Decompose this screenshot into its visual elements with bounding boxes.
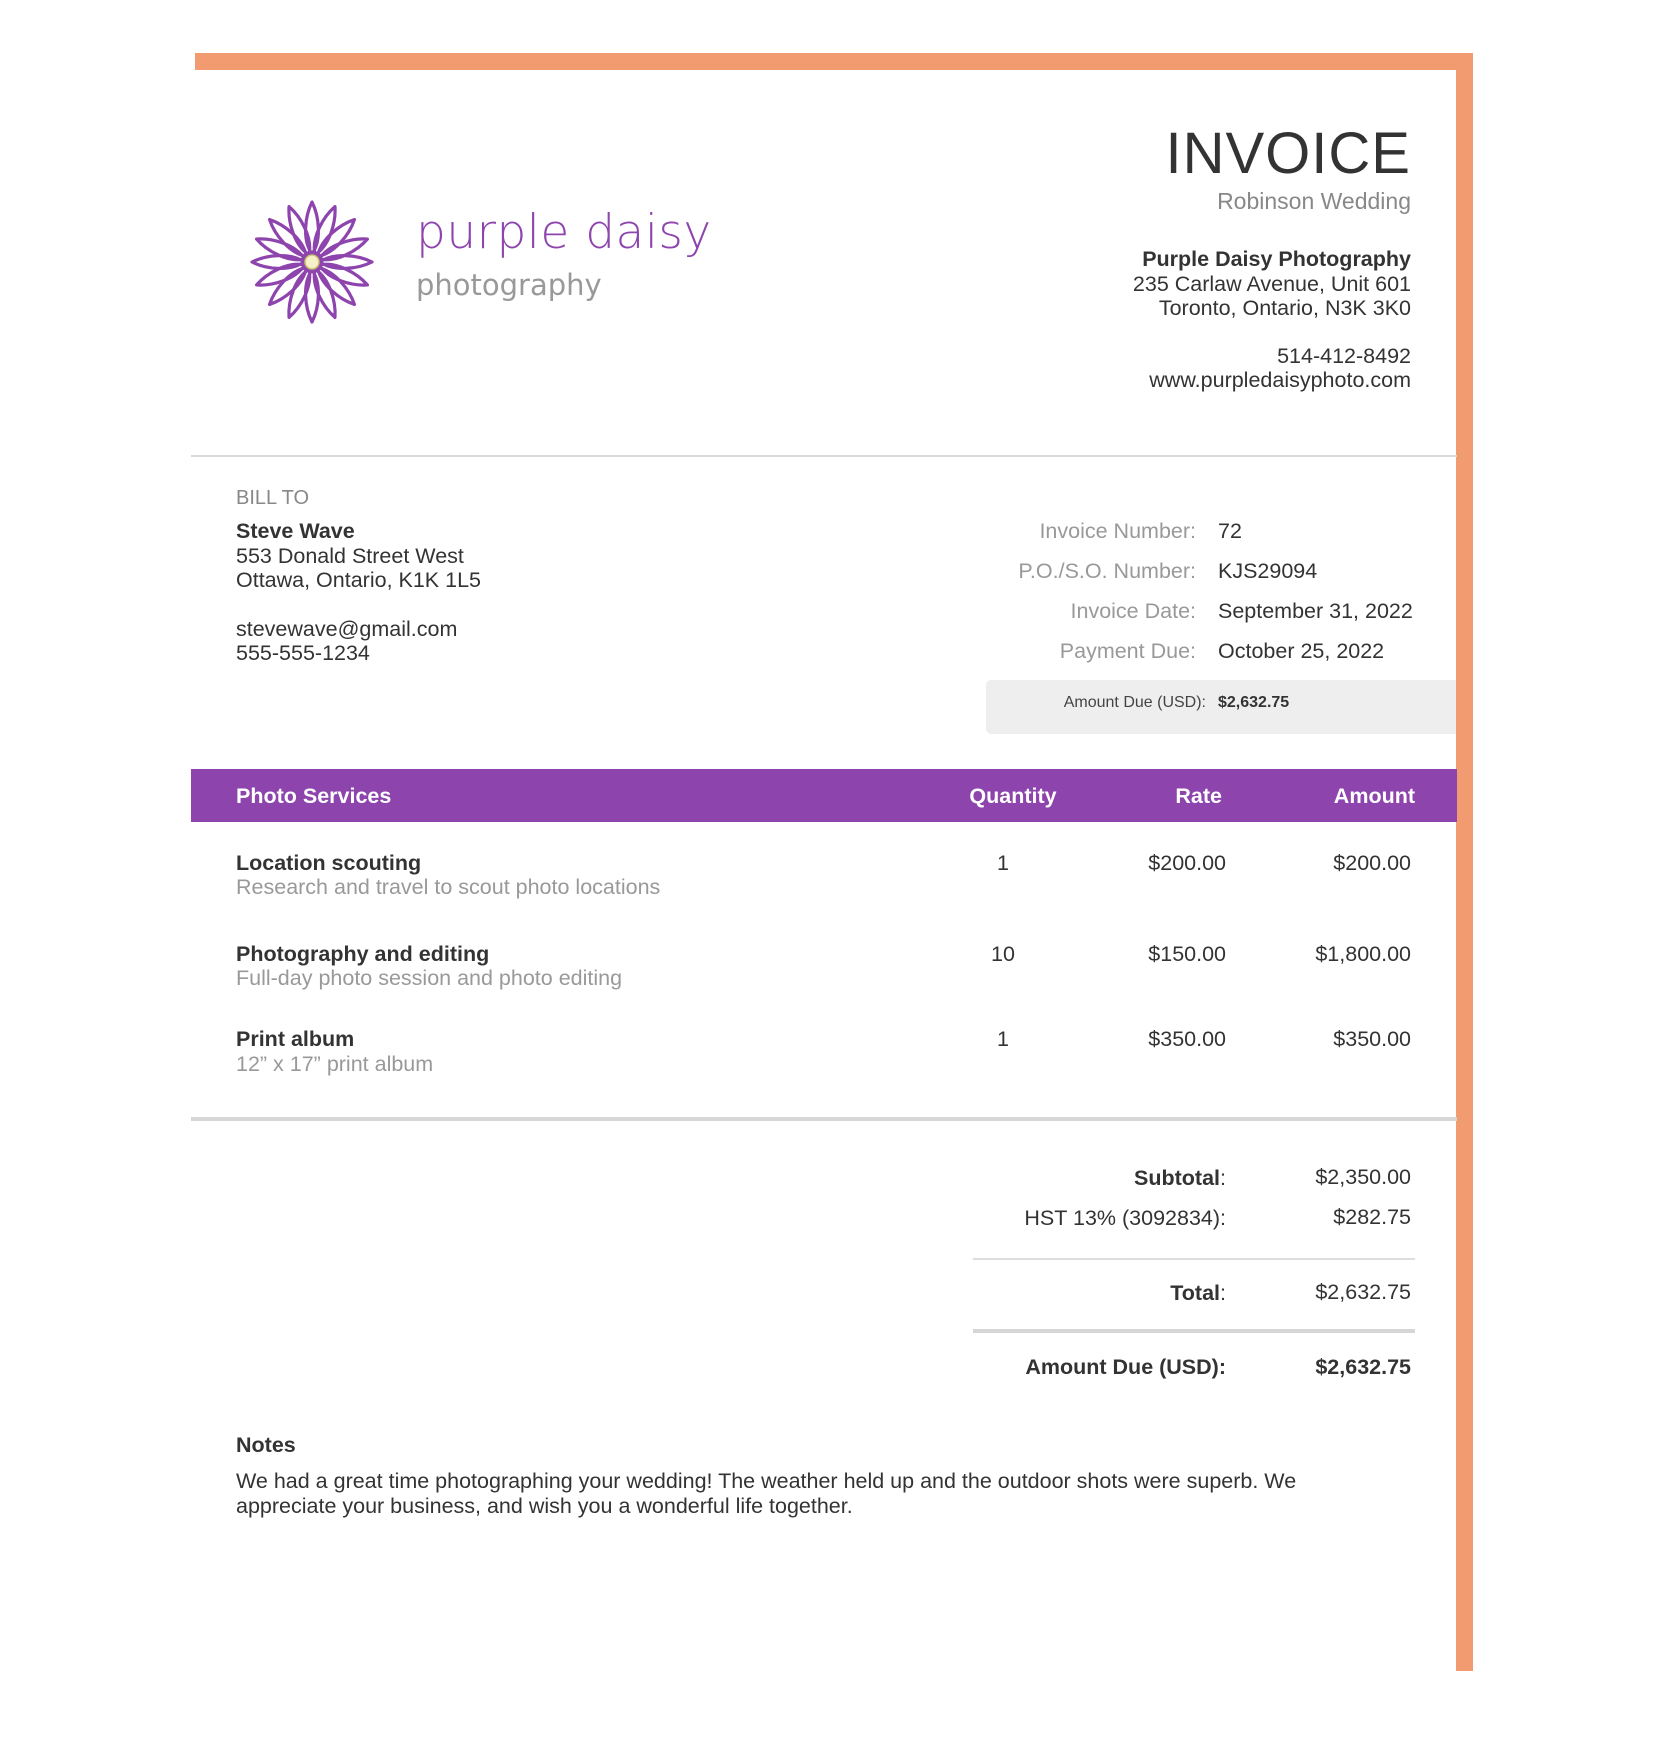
meta-po-number [0,559,1656,587]
row-1-title: Location scouting [236,851,422,875]
total-label-text: Total [1170,1281,1221,1305]
row-3-amount: $350.00 [1333,1027,1411,1051]
client-phone: 555-555-1234 [236,641,370,665]
petal [320,256,372,269]
company-name: Purple Daisy Photography [1142,247,1411,271]
client-address-line2: Ottawa, Ontario, K1K 1L5 [236,568,481,592]
meta-invoice-number [0,519,1656,547]
brand-subname: photography [416,268,602,302]
summary-divider-thick [973,1329,1415,1333]
row-3-quantity: 1 [997,1027,1009,1051]
row-2-amount: $1,800.00 [1315,942,1411,966]
petal [265,215,311,261]
client-email: stevewave@gmail.com [236,616,458,641]
amount-due-label: Amount Due (USD): [1063,694,1206,711]
petal [313,215,359,261]
company-address-line1: 235 Carlaw Avenue, Unit 601 [1132,271,1411,296]
subtotal-label: Subtotal: [1134,1166,1226,1190]
row-2-rate: $150.00 [1148,942,1226,966]
header-rate: Rate [1175,784,1222,808]
petal [252,256,304,269]
header-divider [191,455,1457,457]
meta-payment-due [0,639,1656,667]
meta-invoice-date [0,599,1656,627]
table-divider [191,1117,1457,1121]
payment-due-label: Payment Due: [1059,639,1196,663]
summary-divider-thin [973,1258,1415,1260]
company-info [1133,247,1411,393]
company-phone: 514-412-8492 [1277,343,1411,368]
invoice-date-label: Invoice Date: [1070,599,1196,623]
header-service: Photo Services [236,784,392,808]
row-1-rate: $200.00 [1148,851,1226,875]
summary-amount-due-label: Amount Due (USD): [1025,1355,1226,1379]
brand-name: purple daisy [416,205,712,260]
notes-title: Notes [236,1433,296,1457]
row-1-description: Research and travel to scout photo locations [236,875,661,899]
po-number-value: KJS29094 [1218,559,1318,583]
invoice-number-value: 72 [1218,519,1242,543]
bill-to-label: BILL TO [236,487,310,509]
petal [306,270,319,322]
row-2-title: Photography and editing [236,942,490,966]
amount-due-box [986,680,1456,734]
row-2-description: Full-day photo session and photo editing [236,966,623,990]
tax-label: HST 13% (3092834): [1024,1206,1226,1230]
invoice-date-value: September 31, 2022 [1218,599,1413,623]
header-amount: Amount [1333,784,1415,808]
summary-amount-due-value: $2,632.75 [1315,1355,1411,1379]
daisy-flower-icon [248,198,376,326]
accent-bar-right [1456,53,1473,1671]
row-3-title: Print album [236,1027,355,1051]
notes-text: We had a great time photographing your wedding! The weather held up and the outdoor shots were superb. We appreciate your business, and wish you a wonderful life together. [236,1469,1297,1518]
amount-due-value: $2,632.75 [1218,694,1290,711]
accent-bar-top [195,53,1473,70]
total-label: Total: [1170,1281,1226,1305]
row-1-quantity: 1 [997,851,1009,875]
company-website: www.purpledaisyphoto.com [1149,368,1411,392]
services-table-header [191,769,1457,822]
petal [313,263,359,309]
total-value: $2,632.75 [1315,1280,1411,1304]
client-address-line1: 553 Donald Street West [236,543,464,568]
header-quantity: Quantity [969,784,1057,808]
invoice-number-label: Invoice Number: [1039,519,1196,543]
tax-value: $282.75 [1333,1205,1411,1229]
row-3-description: 12” x 17” print album [236,1052,434,1076]
subtotal-label-text: Subtotal [1134,1166,1221,1190]
subtotal-value: $2,350.00 [1315,1165,1411,1189]
invoice-subtitle: Robinson Wedding [1217,188,1411,214]
row-2-quantity: 10 [991,942,1015,966]
po-number-label: P.O./S.O. Number: [1018,559,1196,583]
payment-due-value: October 25, 2022 [1218,639,1385,663]
invoice-title: INVOICE [1165,121,1411,186]
petal [306,202,319,254]
petal [265,263,311,309]
company-address-line2: Toronto, Ontario, N3K 3K0 [1158,296,1411,320]
row-1-amount: $200.00 [1333,851,1411,875]
client-name: Steve Wave [236,519,355,543]
row-3-rate: $350.00 [1148,1027,1226,1051]
